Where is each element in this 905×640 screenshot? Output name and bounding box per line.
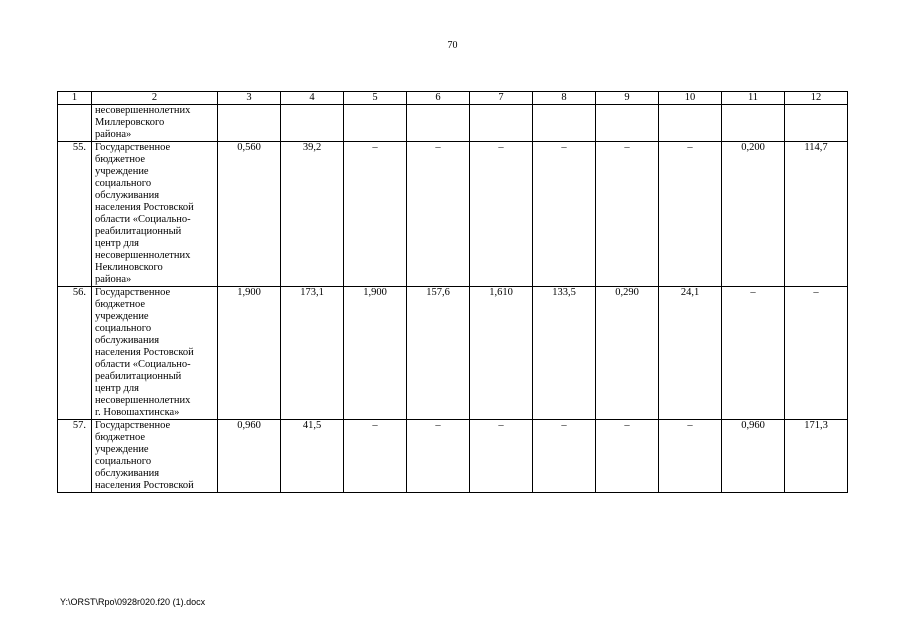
institution-name-text: Государственное бюджетное учреждение социального обслуживания населения Ростовской области «Социально- реабилитационный центр для несовершеннолетних Неклиновского района»	[95, 142, 194, 285]
value-cell-col-8: 133,5	[533, 287, 596, 420]
column-header-10: 10	[659, 92, 722, 105]
institution-name-cell	[92, 287, 218, 420]
row-number-cell: 57.	[58, 420, 92, 493]
value-cell-col-11: 0,960	[722, 420, 785, 493]
row-number-cell: 56.	[58, 287, 92, 420]
value-cell-col-11: 0,200	[722, 142, 785, 287]
column-header-12: 12	[785, 92, 848, 105]
value-cell-col-8: –	[533, 142, 596, 287]
value-cell-col-4: 173,1	[281, 287, 344, 420]
value-cell-col-5: –	[344, 420, 407, 493]
institution-name-cell	[92, 420, 218, 493]
table-header-row	[58, 92, 848, 105]
institution-name-cell	[92, 105, 218, 142]
footer-file-path: Y:\ORST\Rpo\0928r020.f20 (1).docx	[60, 597, 206, 607]
value-cell-col-8: –	[533, 420, 596, 493]
data-table	[57, 91, 848, 493]
page-number: 70	[447, 40, 458, 51]
value-cell-col-3: 1,900	[218, 287, 281, 420]
value-cell-col-6: –	[407, 142, 470, 287]
institution-name-text: Государственное бюджетное учреждение социального обслуживания населения Ростовской	[95, 420, 194, 491]
column-header-2: 2	[92, 92, 218, 105]
institution-name-text: Государственное бюджетное учреждение социального обслуживания населения Ростовской области «Социально- реабилитационный центр для несовершеннолетних г. Новошахтинска»	[95, 287, 194, 418]
value-cell-col-12: –	[785, 287, 848, 420]
value-cell-col-12	[785, 105, 848, 142]
value-cell-col-3: 0,560	[218, 142, 281, 287]
value-cell-col-10: 24,1	[659, 287, 722, 420]
value-cell-col-10	[659, 105, 722, 142]
table-body	[58, 105, 848, 493]
column-header-1: 1	[58, 92, 92, 105]
value-cell-col-9: –	[596, 420, 659, 493]
value-cell-col-11: –	[722, 287, 785, 420]
value-cell-col-7: –	[470, 142, 533, 287]
value-cell-col-6: –	[407, 420, 470, 493]
value-cell-col-4: 41,5	[281, 420, 344, 493]
value-cell-col-7: 1,610	[470, 287, 533, 420]
table-row	[58, 420, 848, 493]
institution-name-text: несовершеннолетних Миллеровского района»	[95, 105, 191, 140]
value-cell-col-11	[722, 105, 785, 142]
value-cell-col-9	[596, 105, 659, 142]
column-header-3: 3	[218, 92, 281, 105]
table-row	[58, 105, 848, 142]
row-number-cell	[58, 105, 92, 142]
value-cell-col-10: –	[659, 142, 722, 287]
value-cell-col-5	[344, 105, 407, 142]
value-cell-col-12: 114,7	[785, 142, 848, 287]
table-row	[58, 287, 848, 420]
column-header-4: 4	[281, 92, 344, 105]
column-header-5: 5	[344, 92, 407, 105]
column-header-7: 7	[470, 92, 533, 105]
column-header-9: 9	[596, 92, 659, 105]
value-cell-col-5: –	[344, 142, 407, 287]
value-cell-col-5: 1,900	[344, 287, 407, 420]
row-number-cell: 55.	[58, 142, 92, 287]
value-cell-col-9: –	[596, 142, 659, 287]
value-cell-col-10: –	[659, 420, 722, 493]
value-cell-col-4	[281, 105, 344, 142]
column-header-6: 6	[407, 92, 470, 105]
value-cell-col-6	[407, 105, 470, 142]
value-cell-col-7	[470, 105, 533, 142]
value-cell-col-4: 39,2	[281, 142, 344, 287]
value-cell-col-7: –	[470, 420, 533, 493]
value-cell-col-6: 157,6	[407, 287, 470, 420]
value-cell-col-3: 0,960	[218, 420, 281, 493]
column-header-8: 8	[533, 92, 596, 105]
table-row	[58, 142, 848, 287]
value-cell-col-8	[533, 105, 596, 142]
institution-name-cell	[92, 142, 218, 287]
value-cell-col-3	[218, 105, 281, 142]
column-header-11: 11	[722, 92, 785, 105]
value-cell-col-9: 0,290	[596, 287, 659, 420]
value-cell-col-12: 171,3	[785, 420, 848, 493]
